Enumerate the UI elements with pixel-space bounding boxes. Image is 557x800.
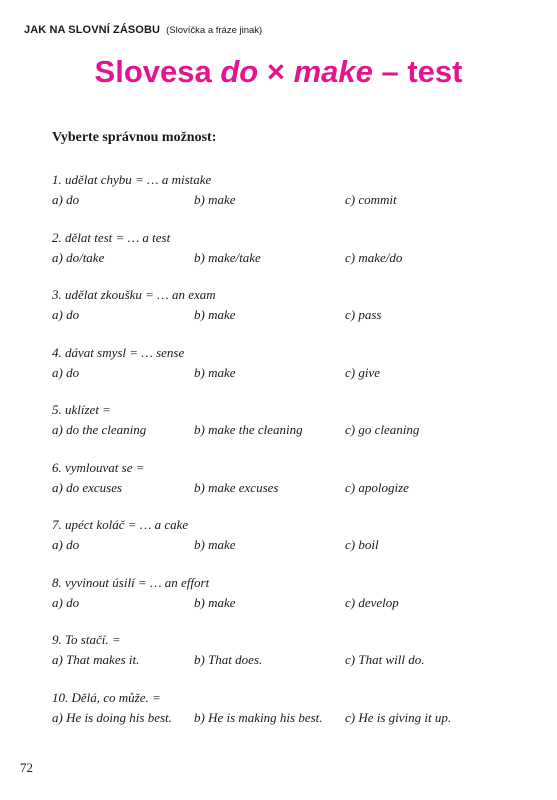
option-c[interactable]: c) develop	[345, 594, 399, 610]
question-prompt: 8. vyvinout úsilí = … an effort	[52, 574, 210, 590]
option-c[interactable]: c) make/do	[345, 249, 403, 265]
option-c[interactable]: c) commit	[345, 192, 397, 207]
option-a[interactable]: a) do/take	[52, 249, 105, 265]
option-b[interactable]: b) make excuses	[194, 479, 279, 495]
question-prompt: 9. To stačí. =	[52, 632, 121, 647]
option-a[interactable]: a) do	[52, 364, 80, 380]
question-list	[52, 170, 532, 745]
page-title-part: Slovesa	[94, 54, 221, 89]
question-prompt: 6. vymlouvat se =	[52, 459, 145, 475]
question-item	[52, 688, 532, 746]
page-title-make: make	[293, 54, 373, 89]
answer-options	[52, 478, 532, 498]
option-b[interactable]: b) make	[194, 364, 236, 380]
question-item	[52, 228, 532, 286]
option-b[interactable]: b) make the cleaning	[194, 422, 303, 437]
question-item	[52, 630, 532, 688]
option-b[interactable]: b) He is making his best.	[194, 709, 323, 725]
question-item	[52, 573, 532, 631]
answer-options	[52, 650, 532, 670]
option-b[interactable]: b) That does.	[194, 652, 263, 667]
option-a[interactable]: a) do the cleaning	[52, 422, 147, 437]
option-a[interactable]: a) do	[52, 594, 80, 610]
option-a[interactable]: a) do	[52, 537, 80, 552]
option-b[interactable]: b) make	[194, 307, 236, 322]
running-head-subtitle: (Slovíčka a fráze jinak)	[166, 25, 263, 36]
option-c[interactable]: c) boil	[345, 537, 379, 552]
option-b[interactable]: b) make/take	[194, 249, 261, 265]
answer-options	[52, 248, 532, 268]
answer-options	[52, 190, 532, 210]
answer-options	[52, 420, 532, 440]
instruction: Vyberte správnou možnost:	[52, 130, 217, 145]
page-number: 72	[20, 760, 33, 775]
answer-options	[52, 593, 532, 613]
question-prompt: 5. uklízet =	[52, 402, 111, 417]
page-title-test: – test	[372, 54, 463, 89]
question-item	[52, 515, 532, 573]
option-c[interactable]: c) give	[345, 364, 381, 380]
question-prompt: 3. udělat zkoušku = … an exam	[52, 287, 216, 302]
page-title	[0, 54, 557, 90]
question-item	[52, 285, 532, 343]
option-b[interactable]: b) make	[194, 192, 236, 207]
answer-options	[52, 535, 532, 555]
option-a[interactable]: a) do	[52, 307, 80, 322]
option-c[interactable]: c) That will do.	[345, 652, 425, 667]
option-c[interactable]: c) pass	[345, 307, 382, 322]
question-prompt: 7. upéct koláč = … a cake	[52, 517, 189, 532]
option-c[interactable]: c) go cleaning	[345, 422, 420, 437]
question-prompt: 1. udělat chybu = … a mistake	[52, 172, 212, 187]
answer-options	[52, 708, 532, 728]
answer-options	[52, 363, 532, 383]
option-c[interactable]: c) apologize	[345, 479, 409, 495]
running-head-title: JAK NA SLOVNÍ ZÁSOBU	[24, 24, 161, 36]
option-a[interactable]: a) do	[52, 192, 80, 207]
question-item	[52, 400, 532, 458]
question-prompt: 4. dávat smysl = … sense	[52, 344, 185, 360]
option-a[interactable]: a) That makes it.	[52, 652, 140, 667]
page-title-do: do	[220, 54, 259, 89]
answer-options	[52, 305, 532, 325]
running-head	[24, 24, 262, 36]
option-c[interactable]: c) He is giving it up.	[345, 709, 452, 725]
question-item	[52, 170, 532, 228]
question-item	[52, 343, 532, 401]
option-a[interactable]: a) He is doing his best.	[52, 709, 172, 725]
page-title-times: ×	[258, 54, 294, 89]
question-prompt: 2. dělat test = … a test	[52, 229, 171, 245]
option-a[interactable]: a) do excuses	[52, 479, 123, 495]
question-item	[52, 458, 532, 516]
option-b[interactable]: b) make	[194, 594, 236, 610]
option-b[interactable]: b) make	[194, 537, 236, 552]
question-prompt: 10. Dělá, co může. =	[52, 689, 161, 705]
